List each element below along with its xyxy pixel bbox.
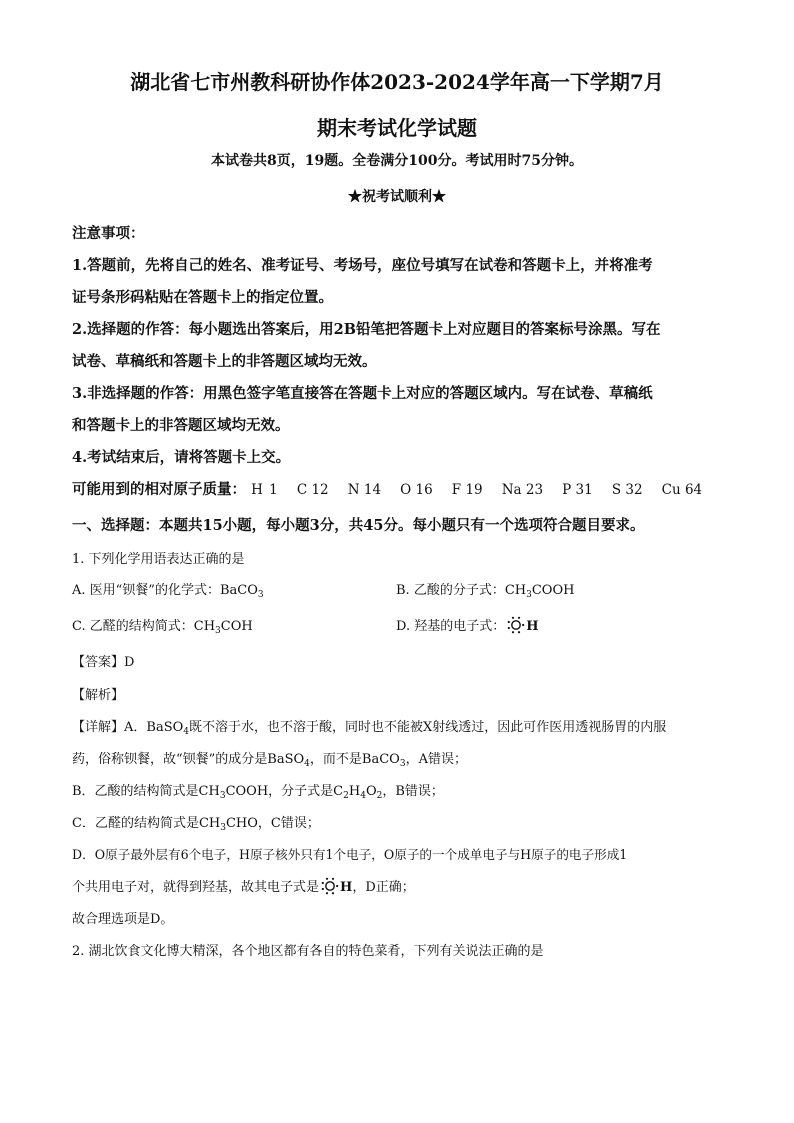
atomic-mass-item: O 16 [400, 482, 433, 498]
detail-line-4: C．乙醛的结构简式是$CH_3CHO$，C错误； [72, 816, 320, 833]
notice-line-5: 3.非选择题的作答：用黑色签字笔直接答在答题卡上对应的答题区域内。写在试卷、草稿纸 [72, 385, 653, 402]
atomic-mass-item: H 1 [251, 482, 278, 498]
detail-line-5: D．O原子最外层有6个电子，H原子核外只有1个电子，O原子的一个成单电子与H原子的电子形成1 [72, 847, 628, 862]
atomic-mass-item: P 31 [562, 482, 593, 498]
exam-info: 本试卷共8页，19题。全卷满分100分。考试用时75分钟。 [211, 153, 583, 169]
answer-label: 【答案】D [72, 655, 135, 670]
atomic-mass-item: C 12 [296, 482, 329, 498]
notice-line-4: 试卷、草稿纸和答题卡上的非答题区域均无效。 [72, 353, 377, 370]
detail-line-1: 【详解】A．BaSO$_4$既不溶于水，也不溶于酸，同时也不能被X射线透过，因此可作医用透视肠胃的内服 [72, 720, 667, 737]
oxygen-electron-dots-icon [321, 877, 339, 895]
question-1-stem: 1. 下列化学用语表达正确的是 [72, 552, 245, 567]
atomic-mass-item: N 14 [347, 482, 382, 498]
atomic-mass-item: Cu 64 [661, 482, 703, 498]
blessing: ★祝考试顺利★ [348, 189, 446, 205]
notice-line-1: 1.答题前，先将自己的姓名、准考证号、考场号，座位号填写在试卷和答题卡上，并将准考 [72, 257, 653, 274]
title-line-2: 期末考试化学试题 [317, 116, 477, 140]
question-2-stem: 2. 湖北饮食文化博大精深，各个地区都有各自的特色菜肴，下列有关说法正确的是 [72, 944, 544, 959]
question-1-option-a: A. 医用“钡餐”的化学式：BaCO$_3$ [72, 583, 264, 600]
detail-line-2: 药，俗称钡餐，故“钡餐”的成分是BaSO$_4$，而不是BaCO$_3$，A错误； [72, 752, 467, 769]
notice-line-7: 4.考试结束后，请将答题卡上交。 [72, 449, 291, 466]
atomic-mass-label: 可能用到的相对原子质量： [72, 481, 246, 498]
atomic-mass-row [72, 478, 702, 499]
notice-line-2: 证号条形码粘贴在答题卡上的指定位置。 [72, 289, 333, 306]
notice-heading: 注意事项： [72, 225, 145, 242]
question-1-option-c: C. 乙醛的结构简式：$CH_3COH$ [72, 619, 253, 636]
question-1-option-d: D. 羟基的电子式： H [396, 615, 539, 634]
detail-line-3: B．乙酸的结构简式是$CH_3COOH$，分子式是$C_2H_4O_2$，B错误； [72, 784, 444, 801]
question-1-option-b: B. 乙酸的分子式：$CH_3COOH$ [396, 583, 575, 600]
atomic-mass-item: Na 23 [501, 482, 544, 498]
oxygen-electron-dots-icon [507, 616, 525, 634]
detail-line-6: 个共用电子对，就得到羟基，故其电子式是 H，D正确； [72, 876, 415, 895]
section-1-heading: 一、选择题：本题共15小题，每小题3分，共45分。每小题只有一个选项符合题目要求。 [72, 517, 645, 534]
atomic-mass-item: F 19 [451, 482, 483, 498]
analysis-label: 【解析】 [72, 688, 125, 703]
notice-line-3: 2.选择题的作答：每小题选出答案后，用2B铅笔把答题卡上对应题目的答案标号涂黑。写在 [72, 321, 661, 338]
atomic-mass-item: S 32 [611, 482, 643, 498]
title-line-1: 湖北省七市州教科研协作体2023-2024学年高一下学期7月 [130, 70, 664, 94]
detail-line-7: 故合理选项是D。 [72, 912, 174, 927]
notice-line-6: 和答题卡上的非答题区域均无效。 [72, 417, 290, 434]
